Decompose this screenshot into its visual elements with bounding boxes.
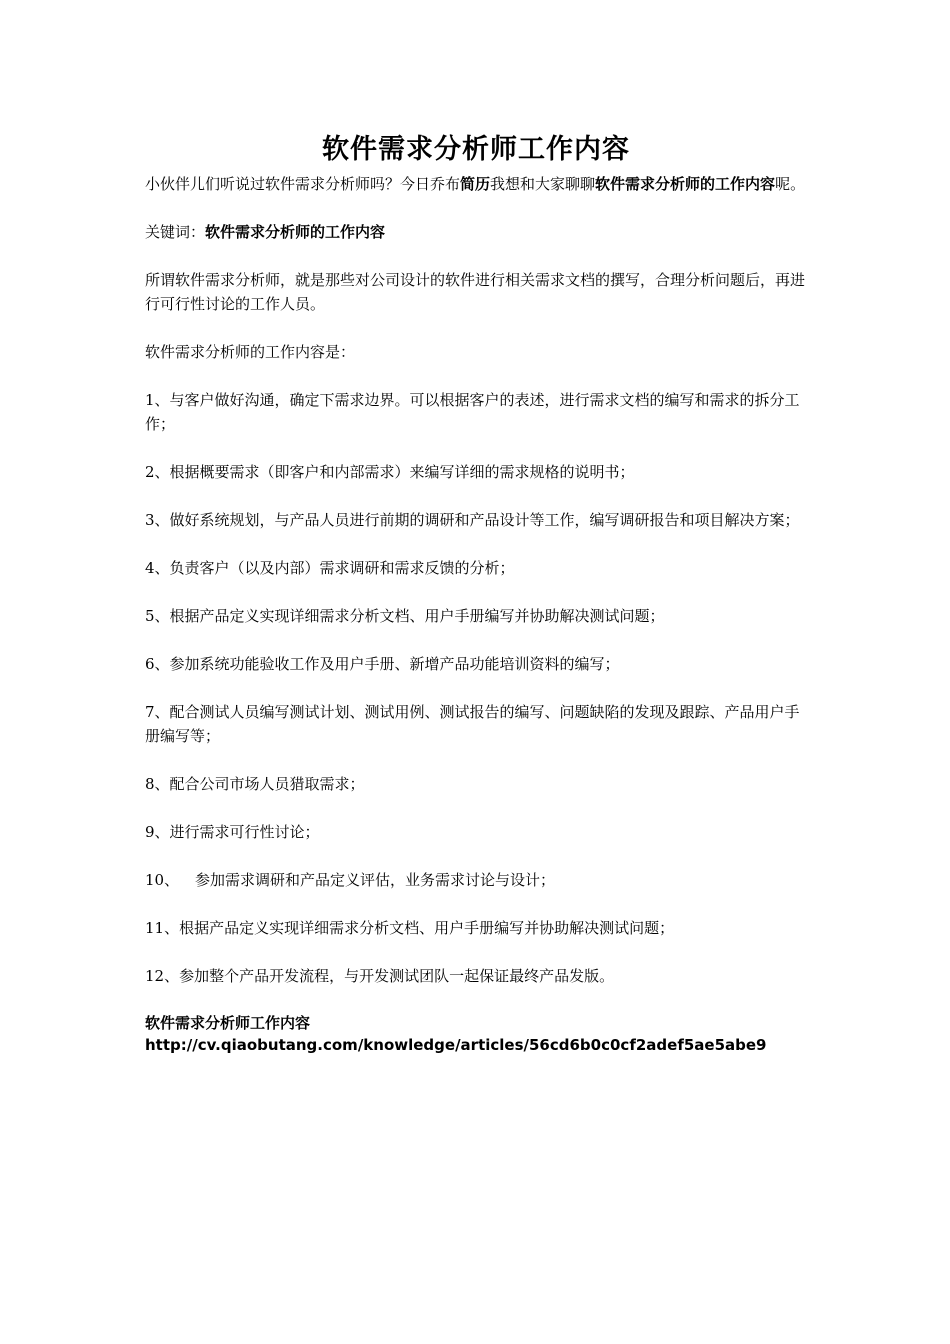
intro-text-1: 小伙伴儿们听说过软件需求分析师吗？今日乔布 — [145, 175, 461, 193]
list-item: 4、负责客户（以及内部）需求调研和需求反馈的分析； — [145, 559, 515, 577]
footer-url: http://cv.qiaobutang.com/knowledge/articles/56cd6b0c0cf2adef5ae5abe9 — [145, 1036, 767, 1054]
list-item: 6、参加系统功能验收工作及用户手册、新增产品功能培训资料的编写； — [145, 655, 620, 673]
document-body — [145, 128, 807, 1056]
list-item-10-text: 参加需求调研和产品定义评估，业务需求讨论与设计； — [195, 871, 556, 889]
list-item: 8、配合公司市场人员猎取需求； — [145, 775, 365, 793]
list-item: 7、配合测试人员编写测试计划、测试用例、测试报告的编写、问题缺陷的发现及跟踪、产品用户手册编写等； — [145, 703, 800, 745]
keywords-value: 软件需求分析师的工作内容 — [205, 223, 386, 241]
list-item: 3、做好系统规划，与产品人员进行前期的调研和产品设计等工作，编写调研报告和项目解决方案； — [145, 511, 800, 529]
intro-bold-topic: 软件需求分析师的工作内容 — [595, 175, 776, 193]
list-item-10-number: 10、 — [145, 871, 180, 889]
keywords-label: 关键词： — [145, 223, 206, 241]
keywords-line — [145, 220, 807, 244]
list-item: 1、与客户做好沟通，确定下需求边界。可以根据客户的表述，进行需求文档的编写和需求的拆分工作； — [145, 391, 800, 433]
intro-text-3: 呢。 — [775, 175, 806, 193]
intro-text-2: 我想和大家聊聊 — [490, 175, 596, 193]
footer-title: 软件需求分析师工作内容 — [145, 1014, 311, 1032]
list-item: 11、根据产品定义实现详细需求分析文档、用户手册编写并协助解决测试问题； — [145, 919, 675, 937]
intro-bold-resume: 简历 — [460, 175, 491, 193]
intro-paragraph — [145, 172, 807, 196]
document-title: 软件需求分析师工作内容 — [322, 134, 630, 165]
list-item: 9、进行需求可行性讨论； — [145, 823, 320, 841]
list-item-10 — [145, 868, 807, 892]
definition-paragraph: 所谓软件需求分析师，就是那些对公司设计的软件进行相关需求文档的撰写，合理分析问题后，再进行可行性讨论的工作人员。 — [145, 271, 806, 313]
list-item: 12、参加整个产品开发流程，与开发测试团队一起保证最终产品发版。 — [145, 967, 615, 985]
document-footer — [145, 1012, 807, 1056]
list-heading: 软件需求分析师的工作内容是： — [145, 343, 356, 361]
list-item: 5、根据产品定义实现详细需求分析文档、用户手册编写并协助解决测试问题； — [145, 607, 665, 625]
list-item: 2、根据概要需求（即客户和内部需求）来编写详细的需求规格的说明书； — [145, 463, 635, 481]
